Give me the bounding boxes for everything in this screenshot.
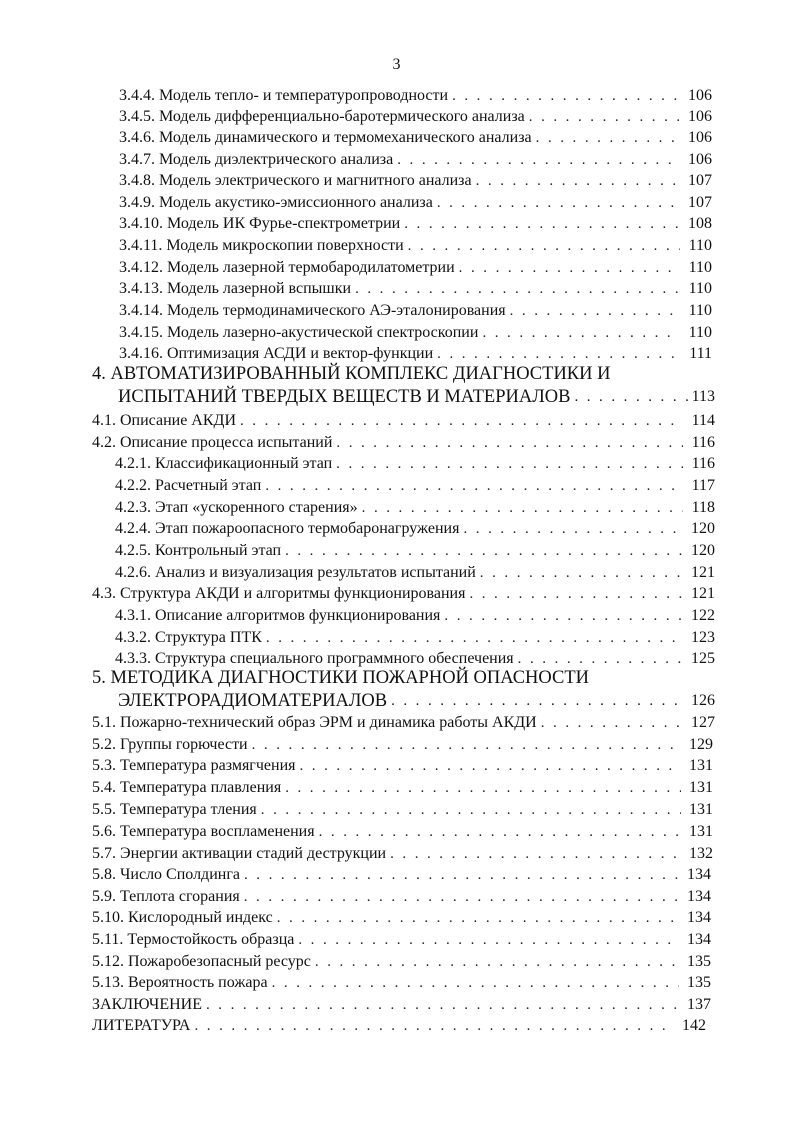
toc-entry-page: 134	[687, 866, 711, 883]
toc-entry-title: ЗАКЛЮЧЕНИЕ	[92, 996, 202, 1013]
leader-dots	[285, 541, 683, 561]
toc-entry-page: 123	[691, 629, 715, 646]
toc-entry	[92, 798, 713, 820]
toc-entry	[119, 234, 712, 256]
leader-dots	[300, 756, 682, 776]
leader-dots	[277, 908, 679, 928]
chapter-4-heading-line1: 4. АВТОМАТИЗИРОВАННЫЙ КОМПЛЕКС ДИАГНОСТИКИ И	[92, 364, 611, 384]
toc-entry	[115, 647, 715, 669]
toc-entry-page: 131	[689, 823, 713, 840]
toc-entry-title: 4.2.6. Анализ и визуализация результатов испытаний	[115, 564, 476, 581]
toc-entry	[119, 212, 712, 234]
toc-entry-title: 5.1. Пожарно-технический образ ЭРМ и динамика работы АКДИ	[92, 714, 537, 731]
toc-entry	[119, 342, 712, 364]
toc-entry	[92, 711, 715, 733]
leader-dots	[244, 887, 679, 907]
toc-entry-title: 5.10. Кислородный индекс	[92, 909, 273, 926]
toc-entry	[92, 993, 711, 1015]
leader-dots	[482, 323, 680, 343]
toc-entry-page: 106	[688, 87, 712, 104]
leader-dots	[391, 690, 687, 712]
toc-entry	[92, 971, 711, 993]
toc-entry-title: 5.12. Пожаробезопасный ресурс	[92, 953, 311, 970]
toc-entry-page: 142	[682, 1017, 706, 1034]
toc-entry	[115, 626, 715, 648]
toc-entry-page: 134	[687, 909, 711, 926]
leader-dots	[355, 279, 680, 299]
toc-entry-page: 135	[687, 974, 711, 991]
leader-dots	[529, 107, 680, 127]
toc-entry-title: 5.13. Вероятность пожара	[92, 974, 268, 991]
toc-entry-title: 4.3.3. Структура специального программного обеспечения	[115, 650, 514, 667]
toc-entry-page: 131	[689, 801, 713, 818]
toc-entry-page: 116	[691, 455, 715, 472]
toc-entry-title: 4.2.4. Этап пожароопасного термобаронагружения	[115, 520, 460, 537]
toc-entry-page: 120	[691, 520, 715, 537]
leader-dots	[510, 301, 680, 321]
toc-entry-page: 137	[687, 996, 711, 1013]
toc-entry-page: 120	[691, 542, 715, 559]
toc-entry-title: 3.4.9. Модель акустико-эмиссионного анализа	[119, 194, 433, 211]
toc-entry	[119, 256, 712, 278]
leader-dots	[315, 952, 679, 972]
toc-entry-title: ЛИТЕРАТУРА	[92, 1017, 191, 1034]
leader-dots	[480, 563, 683, 583]
toc-entry	[115, 539, 715, 561]
toc-entry	[115, 474, 715, 496]
toc-entry	[119, 169, 712, 191]
leader-dots	[272, 973, 679, 993]
toc-entry-title: 4.2.2. Расчетный этап	[115, 477, 262, 494]
toc-entry-title: 5.9. Теплота сгорания	[92, 888, 240, 905]
toc-entry	[92, 842, 713, 864]
toc-entry-title: 4.1. Описание АКДИ	[92, 412, 236, 429]
leader-dots	[244, 865, 679, 885]
toc-entry	[119, 277, 712, 299]
chapter-5-heading-line1: 5. МЕТОДИКА ДИАГНОСТИКИ ПОЖАРНОЙ ОПАСНОСТИ	[92, 668, 589, 688]
toc-entry-page: 106	[688, 129, 712, 146]
leader-dots	[437, 344, 680, 364]
toc-entry	[119, 191, 712, 213]
leader-dots	[266, 628, 683, 648]
toc-entry-title: 5.2. Группы горючести	[92, 736, 248, 753]
leader-dots	[437, 193, 680, 213]
leader-dots	[206, 995, 679, 1015]
toc-entry	[115, 496, 715, 518]
toc-entry	[92, 863, 711, 885]
toc-entry-page: 106	[688, 108, 712, 125]
toc-entry-page: 135	[687, 953, 711, 970]
chapter-4-heading-line2: ИСПЫТАНИЙ ТВЕРДЫХ ВЕЩЕСТВ И МАТЕРИАЛОВ	[118, 387, 571, 407]
toc-entry	[115, 561, 715, 583]
toc-entry	[115, 517, 715, 539]
toc-entry	[92, 820, 713, 842]
toc-entry	[119, 126, 712, 148]
leader-dots	[404, 214, 680, 234]
chapter-4-heading	[118, 384, 715, 408]
toc-entry-title: 3.4.16. Оптимизация АСДИ и вектор-функции	[119, 345, 434, 362]
toc-entry-title: 3.4.12. Модель лазерной термобародилатометрии	[119, 259, 455, 276]
toc-entry-page: 110	[688, 259, 712, 276]
toc-entry	[92, 885, 711, 907]
toc-entry-page: 122	[691, 607, 715, 624]
toc-entry-page: 131	[689, 757, 713, 774]
toc-entry-title: 4.2.5. Контрольный этап	[115, 542, 282, 559]
toc-entry-page: 125	[691, 650, 715, 667]
toc-entry-page: 121	[691, 564, 715, 581]
toc-entry	[92, 409, 715, 431]
toc-entry-title: 3.4.10. Модель ИК Фурье-спектрометрии	[119, 215, 401, 232]
toc-entry-title: 3.4.11. Модель микроскопии поверхности	[119, 237, 404, 254]
leader-dots	[463, 519, 683, 539]
chapter-5-page: 126	[691, 692, 715, 709]
toc-entry-title: 5.4. Температура плавления	[92, 779, 282, 796]
leader-dots	[298, 930, 679, 950]
toc-entry-page: 110	[688, 237, 712, 254]
leader-dots	[261, 800, 681, 820]
leader-dots	[518, 649, 683, 669]
toc-entry-page: 110	[688, 324, 712, 341]
toc-entry-title: 4.3.2. Структура ПТК	[115, 629, 262, 646]
toc-entry-title: 3.4.13. Модель лазерной вспышки	[119, 280, 352, 297]
toc-entry	[92, 906, 711, 928]
leader-dots	[194, 1016, 674, 1036]
toc-entry	[92, 733, 713, 755]
toc-entry-page: 127	[691, 714, 715, 731]
toc-entry-title: 5.6. Температура воспламенения	[92, 823, 315, 840]
toc-entry	[92, 950, 711, 972]
toc-entry	[119, 84, 712, 106]
toc-entry-page: 118	[691, 499, 715, 516]
leader-dots	[469, 584, 683, 604]
chapter-5-heading	[118, 688, 715, 712]
toc-entry	[92, 754, 713, 776]
toc-entry-title: 3.4.7. Модель диэлектрического анализа	[119, 151, 394, 168]
toc-entry-page: 111	[689, 345, 712, 362]
leader-dots	[397, 150, 680, 170]
toc-entry-title: 5.3. Температура размягчения	[92, 757, 296, 774]
toc-entry-title: 3.4.15. Модель лазерно-акустической спектроскопии	[119, 324, 479, 341]
toc-entry-title: 4.2.3. Этап «ускоренного старения»	[115, 499, 358, 516]
toc-entry-page: 129	[689, 736, 713, 753]
toc-entry-title: 5.8. Число Сполдинга	[92, 866, 240, 883]
toc-entry-title: 5.5. Температура тления	[92, 801, 257, 818]
leader-dots	[459, 258, 680, 278]
toc-entry-title: 4.2.1. Классификационный этап	[115, 455, 333, 472]
leader-dots	[476, 171, 680, 191]
toc-entry-title: 5.11. Термостойкость образца	[92, 931, 295, 948]
chapter-4-page: 113	[691, 388, 715, 405]
toc-entry-title: 3.4.14. Модель термодинамического АЭ-эталонирования	[119, 302, 506, 319]
toc-entry-title: 4.3.1. Описание алгоритмов функционирования	[115, 607, 441, 624]
leader-dots	[362, 498, 683, 518]
toc-entry-page: 110	[688, 302, 712, 319]
leader-dots	[452, 86, 680, 106]
toc-entry-title: 5.7. Энергии активации стадий деструкции	[92, 845, 387, 862]
toc-entry-page: 107	[688, 194, 712, 211]
leader-dots	[240, 411, 683, 431]
leader-dots	[574, 386, 687, 408]
toc-entry	[119, 321, 712, 343]
toc-entry-title: 3.4.5. Модель дифференциально-баротермического анализа	[119, 108, 525, 125]
toc-entry-page: 117	[691, 477, 715, 494]
toc-entry	[92, 431, 715, 453]
leader-dots	[390, 844, 681, 864]
toc-entry	[119, 299, 712, 321]
toc-entry-page: 106	[688, 151, 712, 168]
leader-dots	[319, 822, 681, 842]
toc-entry-page: 121	[691, 585, 715, 602]
toc-entry	[92, 582, 715, 604]
leader-dots	[541, 713, 683, 733]
toc-entry-title: 3.4.6. Модель динамического и термомеханического анализа	[119, 129, 532, 146]
page-number: 3	[392, 56, 401, 73]
toc-entry-title: 4.3. Структура АКДИ и алгоритмы функционирования	[92, 585, 466, 602]
leader-dots	[285, 778, 681, 798]
toc-entry-page: 107	[688, 172, 712, 189]
leader-dots	[444, 606, 683, 626]
toc-entry	[119, 148, 712, 170]
toc-entry-page: 114	[691, 412, 715, 429]
leader-dots	[336, 433, 683, 453]
toc-entry	[92, 776, 713, 798]
toc-entry-title: 3.4.8. Модель электрического и магнитного анализа	[119, 172, 472, 189]
toc-entry	[119, 105, 712, 127]
toc-entry-title: 4.2. Описание процесса испытаний	[92, 434, 333, 451]
toc-entry-page: 110	[688, 280, 712, 297]
leader-dots	[252, 735, 681, 755]
toc-entry-page: 131	[689, 779, 713, 796]
leader-dots	[408, 236, 680, 256]
toc-entry-page: 132	[689, 845, 713, 862]
toc-entry	[115, 604, 715, 626]
chapter-5-heading-line2: ЭЛЕКТРОРАДИОМАТЕРИАЛОВ	[118, 691, 388, 711]
toc-entry-page: 108	[688, 215, 712, 232]
leader-dots	[265, 476, 683, 496]
toc-entry-page: 134	[687, 888, 711, 905]
toc-entry-page: 134	[687, 931, 711, 948]
toc-entry	[92, 928, 711, 950]
toc-entry	[92, 1014, 706, 1036]
leader-dots	[536, 128, 680, 148]
toc-entry-page: 116	[691, 434, 715, 451]
leader-dots	[336, 454, 683, 474]
toc-entry	[115, 452, 715, 474]
toc-entry-title: 3.4.4. Модель тепло- и температуропроводности	[119, 87, 449, 104]
